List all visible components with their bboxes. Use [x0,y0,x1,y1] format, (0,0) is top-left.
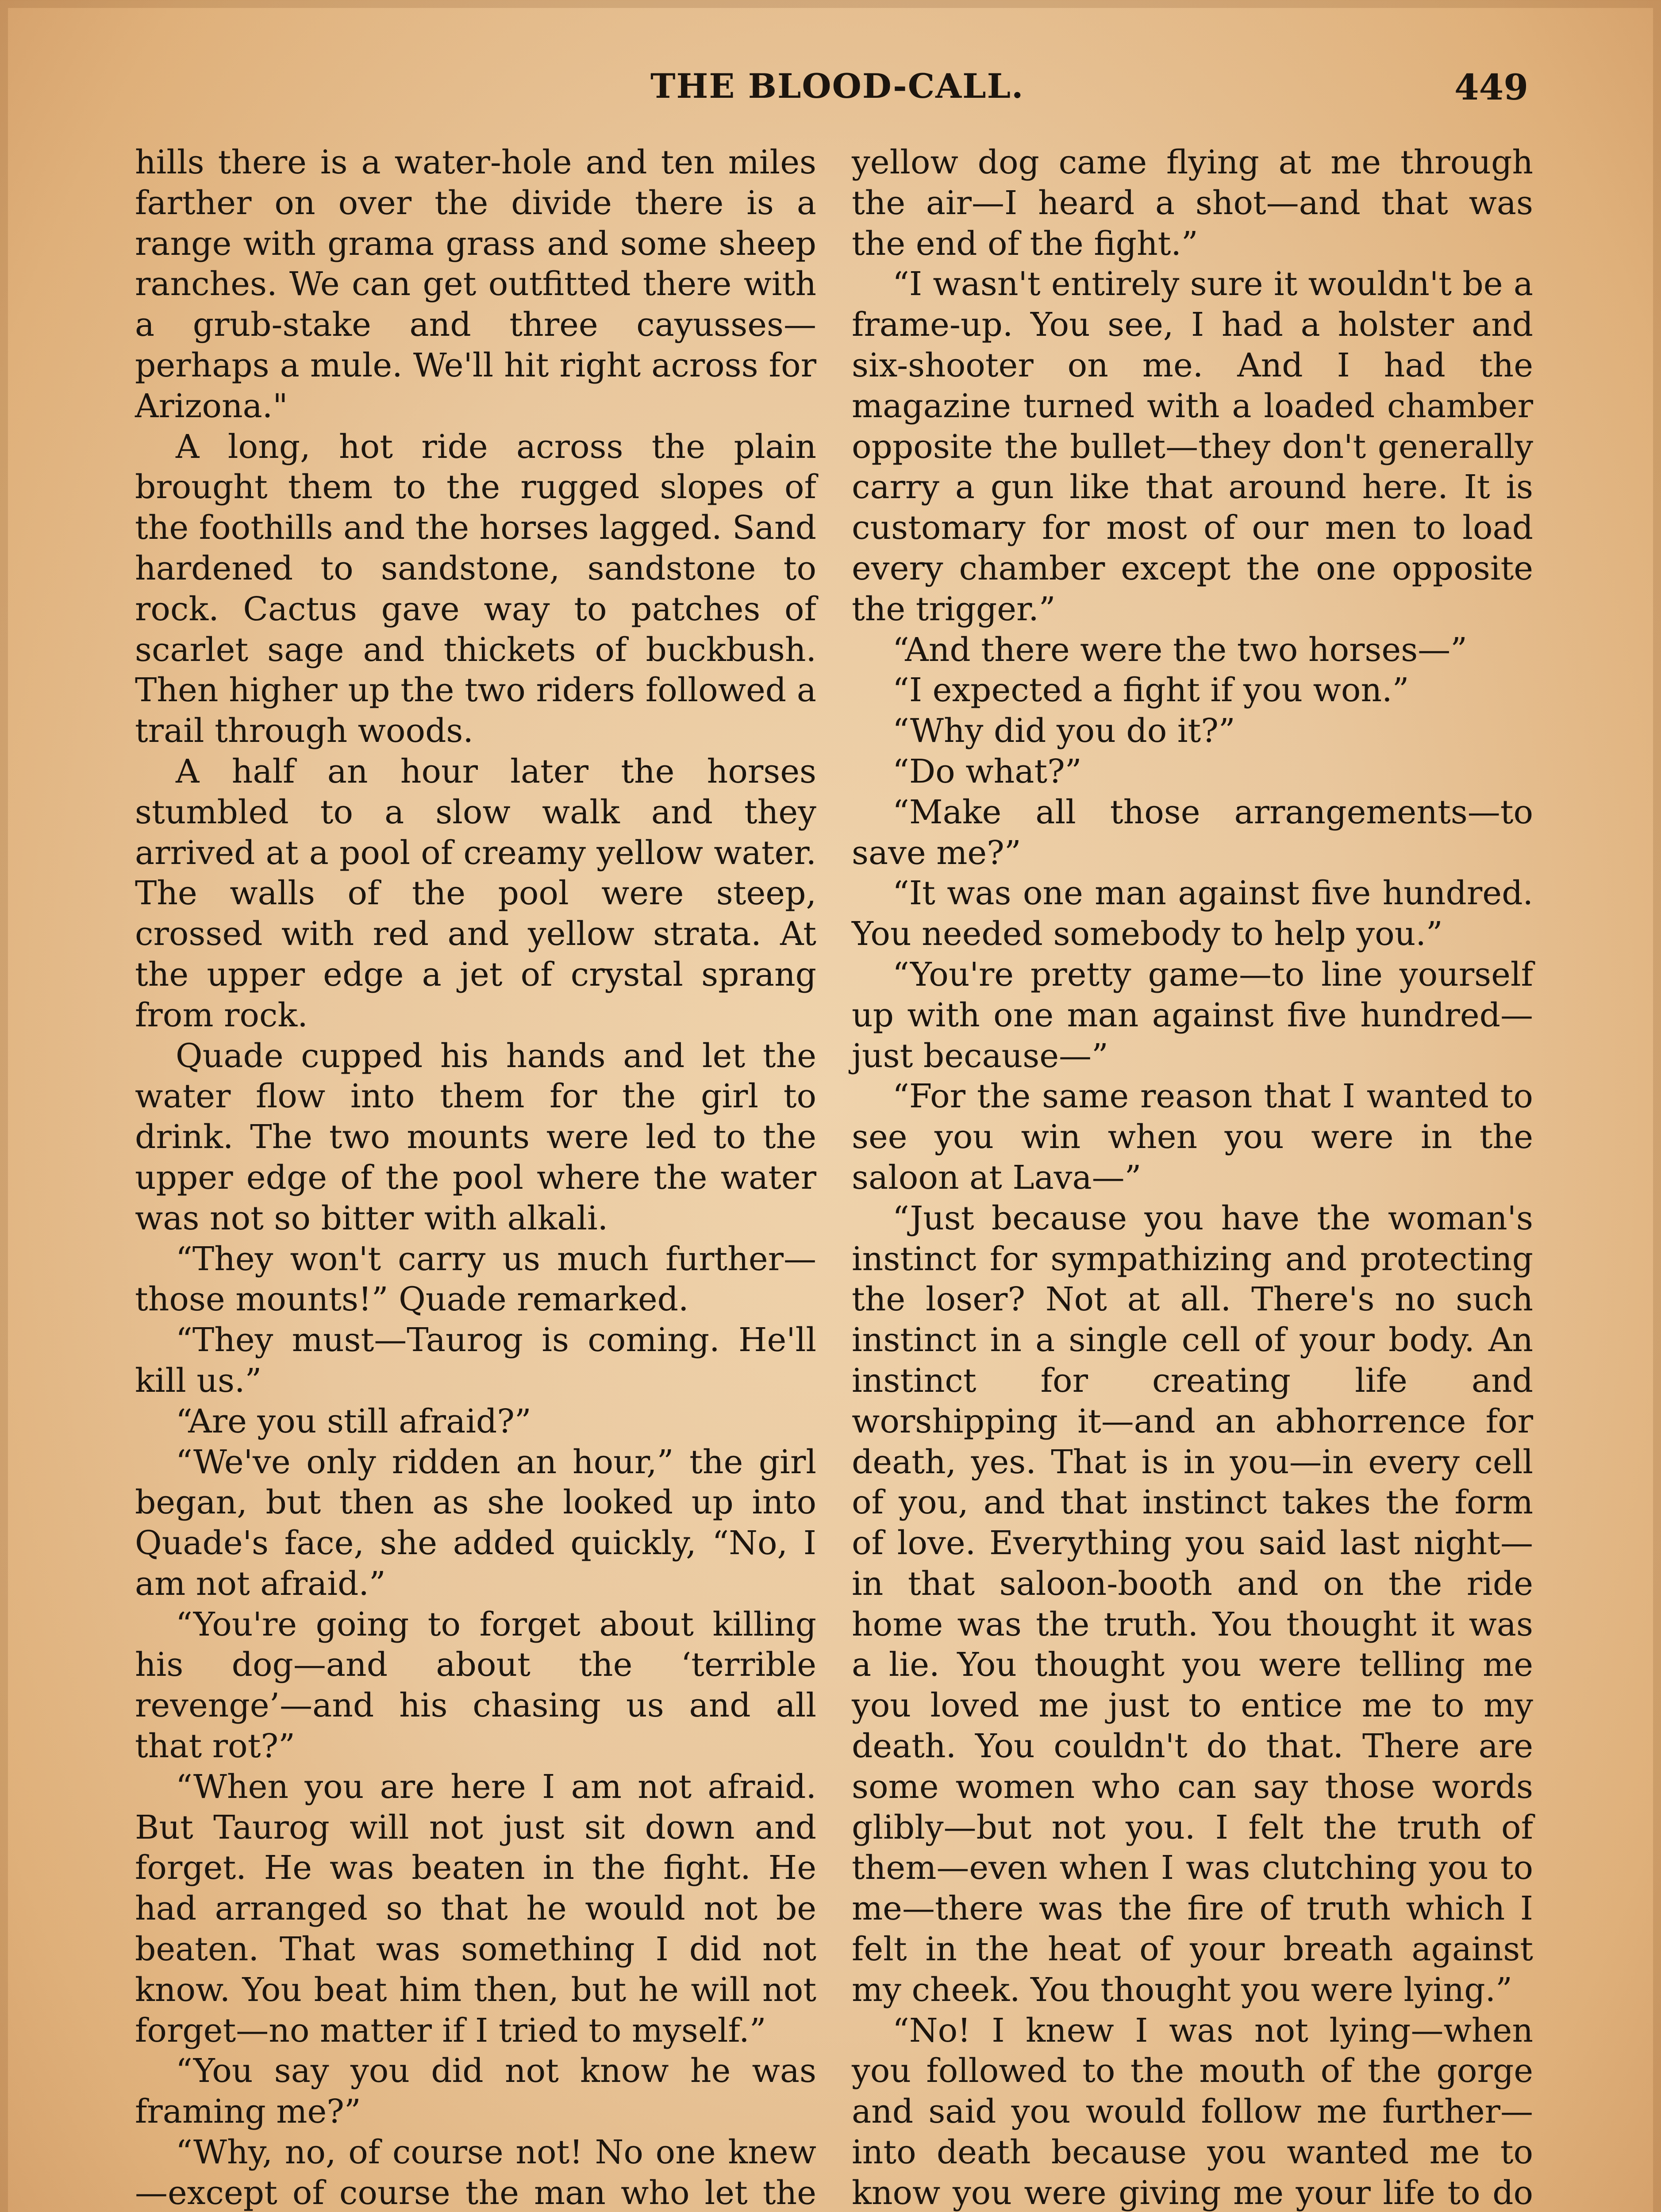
paragraph: “It was one man against five hundred. You needed somebody to help you.” [852,874,1533,953]
paragraph: “No! I knew I was not lying—when you followed to the mouth of the gorge and said you would follow me further—into death because you wanted me to know you were giving me your life to do [852,2011,1533,2212]
paragraph: “Why did you do it?” [892,712,1235,750]
paragraph: “You're pretty game—to line yourself up with one man against five hundred—just because—” [852,955,1533,1075]
paragraph: “Just because you have the woman's instinct for sympathizing and protecting the loser? Not at all. There's no such instinct in a single cell of your body. An instinct for creating life and worshipping it—and an abhorrence for death, yes. That is in you—in every cell of you, and that instinct takes the form of love. Everything you said last night—in that saloon-booth and on the ride home was the truth. You thought it was a lie. You thought you were telling me you loved me just to entice me to my death. You couldn't do that. There are some women who can say those words glibly—but not you. I felt the truth of them—even when I was clutching you to me—there was the fire of truth which I felt in the heat of your breath against my cheek. You thought you were lying.” [852,1199,1533,2009]
paragraph: “When you are here I am not afraid. But Taurog will not just sit down and forget. He was beaten in the fight. He had arranged so that he would not be beaten. That was something I did not know. You beat him then, but he will not forget—no matter if I tried to myself.” [135,1767,816,2050]
paragraph: “For the same reason that I wanted to see you win when you were in the saloon at Lava—” [852,1077,1533,1197]
paragraph: “They must—Taurog is coming. He'll kill us.” [135,1321,816,1400]
paragraph: A long, hot ride across the plain brought them to the rugged slopes of the foothills and the horses lagged. Sand hardened to sandstone, sandstone to rock. Cactus gave way to patches of scarlet sage and thickets of buckbush. Then higher up the two riders followed a trail through woods. [135,427,816,750]
paragraph: “Why, no, of course not! No one knew—except of course the man who let the [135,2133,816,2212]
paragraph: “Are you still afraid?” [176,1402,531,1440]
paragraph: “You say you did not know he was framing me?” [135,2052,816,2131]
paragraph: “Make all those arrangements—to save me?” [852,793,1533,872]
paragraph: “Do what?” [892,752,1082,791]
paragraph: hills there is a water-hole and ten miles farther on over the divide there is a range with grama grass and some sheep ranches. We can get outfitted there with a grub-stake and three cayusses—perhaps a mule. We'll hit right across for Arizona." [135,143,816,425]
paragraph: Quade cupped his hands and let the water flow into them for the girl to drink. The two mounts were led to the upper edge of the pool where the water was not so bitter with alkali. [135,1037,816,1237]
paragraph: “I expected a fight if you won.” [892,671,1409,710]
page-header [0,66,1661,115]
paragraph: yellow dog came flying at me through the air—I heard a shot—and that was the end of the fight.” [852,143,1533,263]
paragraph: “They won't carry us much further—those mounts!” Quade remarked. [135,1240,816,1319]
paragraph: “We've only ridden an hour,” the girl began, but then as she looked up into Quade's face, she added quickly, “No, I am not afraid.” [135,1443,816,1603]
paragraph: “You're going to forget about killing his dog—and about the ‘terrible revenge’—and his chasing us and all that rot?” [135,1605,816,1766]
paragraph: “I wasn't entirely sure it wouldn't be a frame-up. You see, I had a holster and six-shooter on me. And I had the magazine turned with a loaded chamber opposite the bullet—they don't generally carry a gun like that around here. It is customary for most of our men to load every chamber except the one opposite the trigger.” [852,265,1533,628]
paragraph: A half an hour later the horses stumbled to a slow walk and they arrived at a pool of creamy yellow water. The walls of the pool were steep, crossed with red and yellow strata. At the upper edge a jet of crystal sprang from rock. [135,752,816,1034]
left-column [135,142,816,2212]
running-title: THE BLOOD-CALL. [650,66,1024,106]
paragraph: “And there were the two horses—” [892,630,1468,669]
page-number: 449 [1454,66,1528,108]
right-column [852,142,1533,2212]
